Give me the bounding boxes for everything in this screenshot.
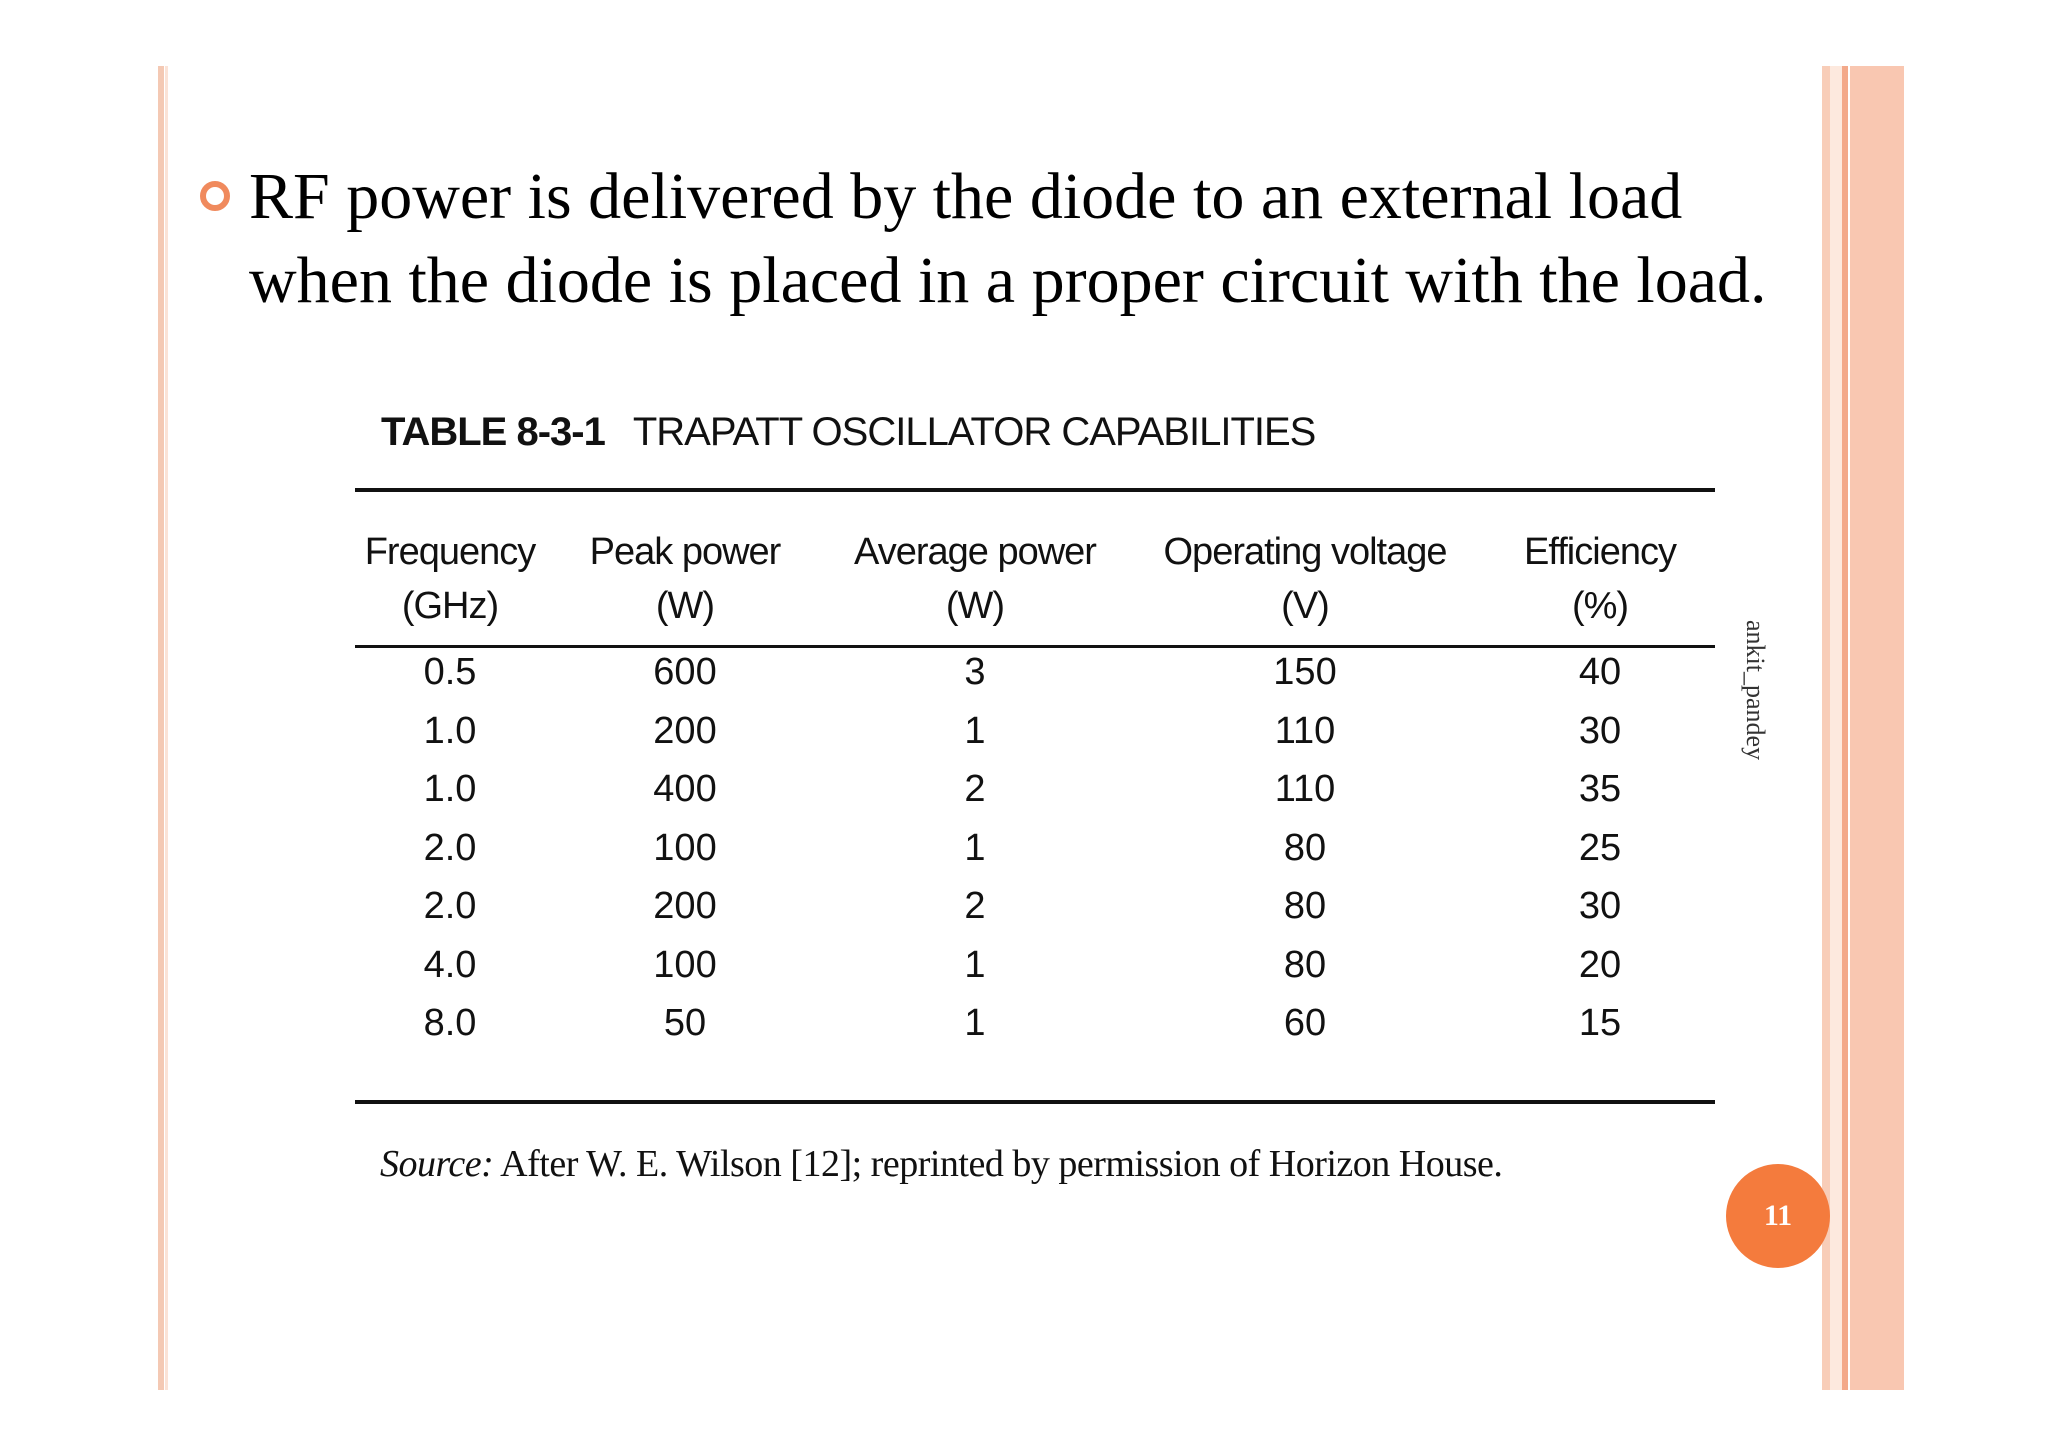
table-caption bbox=[381, 410, 1725, 455]
cell-average-power: 1 bbox=[964, 943, 986, 986]
cell-average-power: 1 bbox=[964, 709, 986, 752]
table-source-note bbox=[380, 1142, 1502, 1186]
left-border-bar-inner bbox=[165, 66, 168, 1390]
table-top-rule bbox=[355, 488, 1715, 492]
cell-frequency: 1.0 bbox=[423, 768, 477, 810]
cell-operating-voltage: 110 bbox=[1274, 768, 1336, 810]
table-row bbox=[355, 819, 1715, 878]
table-row bbox=[355, 760, 1715, 819]
table-header-row bbox=[355, 515, 1715, 643]
cell-efficiency: 30 bbox=[1578, 885, 1622, 927]
table-row bbox=[355, 936, 1715, 995]
column-header-peak-power: Peak power (W) bbox=[589, 531, 781, 627]
table-figure bbox=[355, 410, 1725, 1185]
source-text: After W. E. Wilson [12]; reprinted by permission of Horizon House. bbox=[500, 1143, 1503, 1185]
source-label: Source: bbox=[380, 1143, 494, 1185]
column-header-frequency: Frequency (GHz) bbox=[364, 531, 536, 627]
cell-operating-voltage: 80 bbox=[1283, 885, 1327, 927]
cell-efficiency: 25 bbox=[1578, 826, 1622, 869]
cell-average-power: 3 bbox=[964, 651, 986, 693]
table-number: TABLE 8-3-1 bbox=[381, 410, 605, 454]
page-number-badge: 11 bbox=[1726, 1164, 1830, 1268]
cell-frequency: 8.0 bbox=[423, 1002, 477, 1044]
right-border-band bbox=[1850, 66, 1904, 1390]
cell-peak-power: 600 bbox=[653, 651, 717, 693]
cell-operating-voltage: 80 bbox=[1283, 826, 1327, 869]
cell-average-power: 1 bbox=[964, 1002, 986, 1044]
table-row bbox=[355, 643, 1715, 702]
column-header-efficiency: Efficiency (%) bbox=[1524, 531, 1676, 627]
cell-average-power: 2 bbox=[964, 768, 986, 810]
cell-peak-power: 100 bbox=[653, 826, 717, 869]
cell-operating-voltage: 80 bbox=[1283, 943, 1327, 986]
table-row bbox=[355, 994, 1715, 1053]
table-row bbox=[355, 877, 1715, 936]
cell-operating-voltage: 110 bbox=[1274, 709, 1336, 752]
bullet-point bbox=[200, 155, 1770, 323]
right-border-stripe-light bbox=[1830, 66, 1842, 1390]
cell-peak-power: 200 bbox=[653, 885, 717, 927]
cell-peak-power: 200 bbox=[653, 709, 717, 752]
table-row bbox=[355, 702, 1715, 761]
cell-frequency: 1.0 bbox=[423, 709, 477, 752]
cell-peak-power: 400 bbox=[653, 768, 717, 810]
cell-efficiency: 20 bbox=[1578, 943, 1622, 986]
column-header-operating-voltage: Operating voltage (V) bbox=[1163, 531, 1447, 627]
cell-frequency: 2.0 bbox=[423, 885, 477, 927]
cell-peak-power: 50 bbox=[663, 1002, 707, 1044]
cell-operating-voltage: 150 bbox=[1273, 651, 1337, 693]
cell-frequency: 0.5 bbox=[423, 651, 477, 693]
cell-efficiency: 35 bbox=[1578, 768, 1622, 810]
cell-efficiency: 15 bbox=[1578, 1002, 1622, 1044]
cell-peak-power: 100 bbox=[653, 943, 717, 986]
author-watermark: ankit_pandey bbox=[1741, 620, 1770, 761]
cell-operating-voltage: 60 bbox=[1283, 1002, 1327, 1044]
cell-average-power: 1 bbox=[964, 826, 986, 869]
cell-frequency: 4.0 bbox=[423, 943, 477, 986]
column-header-average-power: Average power (W) bbox=[854, 531, 1096, 627]
cell-average-power: 2 bbox=[964, 885, 986, 927]
cell-efficiency: 40 bbox=[1578, 651, 1622, 693]
left-border-bar bbox=[158, 66, 164, 1390]
cell-frequency: 2.0 bbox=[423, 826, 477, 869]
capabilities-table bbox=[355, 515, 1715, 1053]
table-title: TRAPATT OSCILLATOR CAPABILITIES bbox=[632, 410, 1316, 454]
cell-efficiency: 30 bbox=[1578, 709, 1622, 752]
circle-bullet-icon bbox=[200, 181, 230, 211]
bullet-text: RF power is delivered by the diode to an external load when the diode is placed in a proper circuit with the load. bbox=[249, 160, 1767, 317]
table-bottom-rule bbox=[355, 1100, 1715, 1104]
right-border-stripe-dark bbox=[1842, 66, 1848, 1390]
